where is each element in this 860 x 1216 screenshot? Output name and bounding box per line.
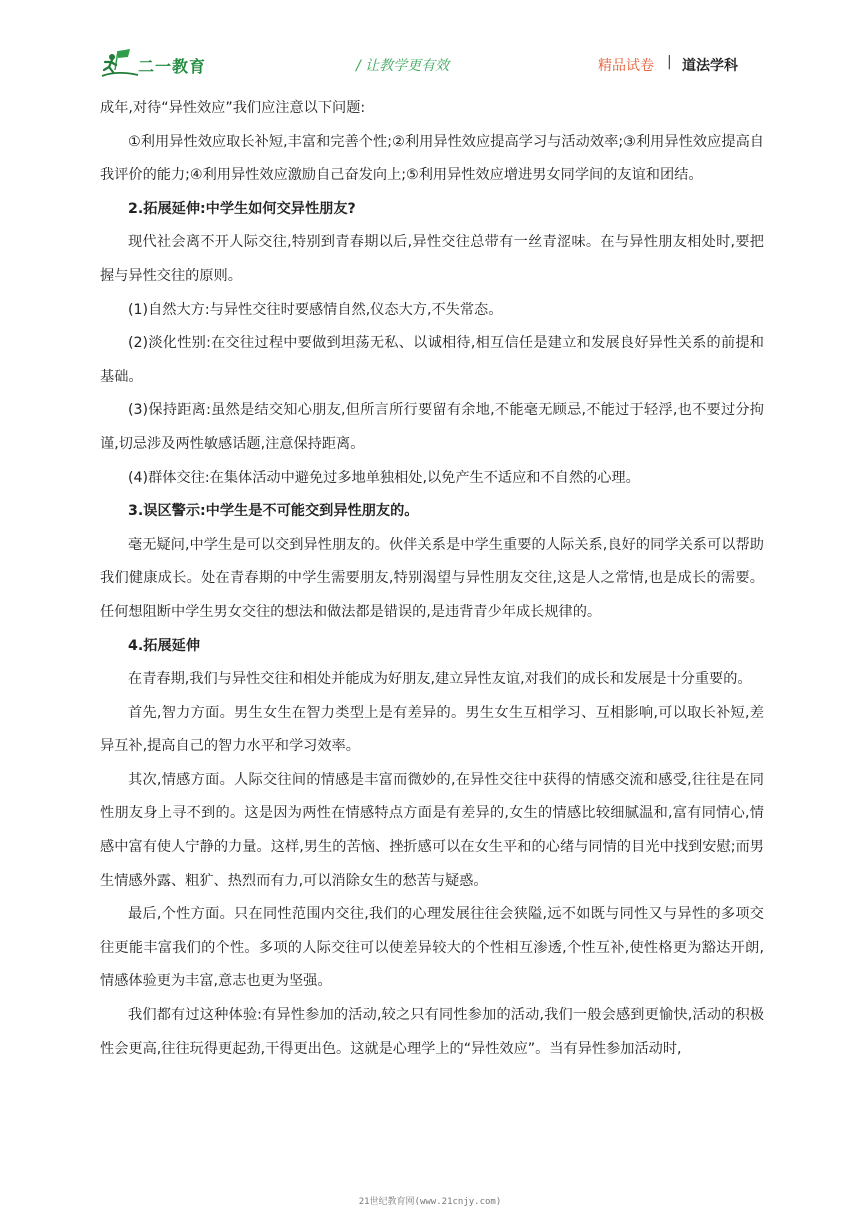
- page-footer: 21世纪教育网(www.21cnjy.com): [358, 1197, 502, 1207]
- section-heading: 2.拓展延伸:中学生如何交异性朋友?: [128, 200, 356, 217]
- paragraph: 在青春期,我们与异性交往和相处并能成为好朋友,建立异性友谊,对我们的成长和发展是十分重要的。: [128, 671, 752, 688]
- logo-text: 二一教育: [138, 57, 207, 76]
- runner-flag-icon: [100, 48, 140, 80]
- paragraph: 现代社会离不开人际交往,特别到青春期以后,异性交往总带有一丝青涩味。在与异性朋友相处时,要把握与异性交往的原则。: [100, 234, 764, 284]
- paragraph: (2)淡化性别:在交往过程中要做到坦荡无私、以诚相待,相互信任是建立和发展良好异性关系的前提和基础。: [100, 335, 764, 385]
- paragraph: 成年,对待“异性效应”我们应注意以下问题:: [100, 100, 366, 116]
- paragraph: 毫无疑问,中学生是可以交到异性朋友的。伙伴关系是中学生重要的人际关系,良好的同学关系可以帮助我们健康成长。处在青春期的中学生需要朋友,特别渴望与异性朋友交往,这是人之常情,也是成长的需要。任何想阻断中学生男女交往的想法和做法都是错误的,是违背青少年成长规律的。: [100, 536, 764, 620]
- header-divider: |: [667, 54, 672, 70]
- paragraph: (3)保持距离:虽然是结交知心朋友,但所言所行要留有余地,不能毫无顾忌,不能过于轻浮,也不要过分拘谨,切忌涉及两性敏感话题,注意保持距离。: [100, 402, 764, 452]
- paragraph: 我们都有过这种体验:有异性参加的活动,较之只有同性参加的活动,我们一般会感到更愉快,活动的积极性会更高,往往玩得更起劲,干得更出色。这就是心理学上的“异性效应”。当有异性参加活动时,: [100, 1007, 764, 1057]
- paragraph: 最后,个性方面。只在同性范围内交往,我们的心理发展往往会狭隘,远不如既与同性又与异性的多项交往更能丰富我们的个性。多项的人际交往可以使差异较大的个性相互渗透,个性互补,使性格更为豁达开朗,情感体验更为丰富,意志也更为坚强。: [100, 906, 764, 990]
- subject-label: 道法学科: [682, 58, 738, 74]
- page-header: [100, 48, 760, 80]
- paragraph: (4)群体交往:在集体活动中避免过多地单独相处,以免产生不适应和不自然的心理。: [128, 469, 640, 486]
- paragraph: ①利用异性效应取长补短,丰富和完善个性;②利用异性效应提高学习与活动效率;③利用异性效应提高自我评价的能力;④利用异性效应激励自己奋发向上;⑤利用异性效应增进男女同学间的友谊和团结。: [100, 133, 764, 184]
- slogan: / 让教学更有效: [356, 58, 450, 74]
- brand-label: 精品试卷: [598, 58, 654, 74]
- paragraph: 首先,智力方面。男生女生在智力类型上是有差异的。男生女生互相学习、互相影响,可以取长补短,差异互补,提高自己的智力水平和学习效率。: [100, 704, 764, 755]
- section-heading: 4.拓展延伸: [128, 637, 201, 654]
- paragraph: (1)自然大方:与异性交往时要感情自然,仪态大方,不失常态。: [128, 301, 503, 318]
- section-heading: 3.误区警示:中学生是不可能交到异性朋友的。: [128, 503, 419, 520]
- document-body: [100, 92, 764, 1066]
- logo: [100, 48, 230, 80]
- paragraph: 其次,情感方面。人际交往间的情感是丰富而微妙的,在异性交往中获得的情感交流和感受,往往是在同性朋友身上寻不到的。这是因为两性在情感特点方面是有差异的,女生的情感比较细腻温和,富有同情心,情感中富有使人宁静的力量。这样,男生的苦恼、挫折感可以在女生平和的心绪与同情的目光中找到安慰;而男生情感外露、粗犷、热烈而有力,可以消除女生的愁苦与疑惑。: [100, 771, 764, 889]
